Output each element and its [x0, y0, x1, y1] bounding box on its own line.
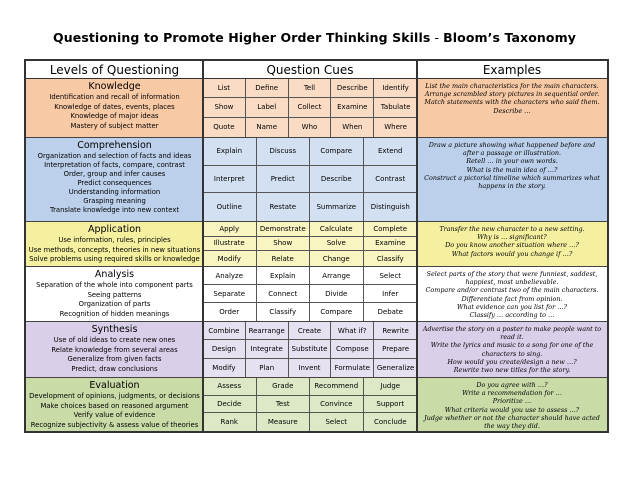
- level-detail-line: Solve problems using required skills or knowledge: [29, 255, 200, 264]
- question-cue: Classify: [257, 303, 311, 321]
- question-cue: Analyze: [203, 267, 257, 285]
- example-line: Why is … significant?: [477, 233, 547, 242]
- question-cue: List: [203, 79, 246, 98]
- question-cue: Tell: [289, 79, 332, 98]
- level-description: [26, 222, 203, 266]
- level-detail-line: Seeing patterns: [87, 290, 142, 299]
- level-detail-line: Mastery of subject matter: [70, 121, 159, 130]
- question-cue: Tabulate: [374, 98, 417, 117]
- examples-cell: [417, 267, 607, 321]
- question-cue: Apply: [203, 222, 257, 237]
- question-cue: Generalize: [376, 363, 415, 372]
- example-line: Classify … according to …: [469, 311, 555, 320]
- level-row-synthesis: [26, 321, 607, 377]
- level-name: Comprehension: [77, 140, 152, 151]
- example-line: Arrange scrambled story pictures in sequential order.: [424, 90, 600, 99]
- question-cue: Assess: [203, 378, 257, 396]
- header-cues: Question Cues: [203, 61, 417, 79]
- level-detail-line: Identification and recall of information: [49, 93, 180, 101]
- example-line: What evidence can you list for …?: [456, 302, 568, 311]
- level-description: [26, 322, 203, 377]
- level-detail-line: Order, group and infer causes: [63, 170, 166, 178]
- question-cue: Interpret: [203, 166, 257, 194]
- question-cue: Collect: [289, 98, 332, 117]
- question-cue: Grade: [257, 378, 311, 396]
- example-line: Write the lyrics and music to a song for one of the characters to sing.: [430, 341, 594, 358]
- question-cue-grid: [203, 322, 417, 377]
- question-cue: Judge: [364, 378, 418, 396]
- title-separator: -: [430, 30, 444, 45]
- question-cue: Complete: [364, 222, 418, 237]
- level-name: Evaluation: [89, 380, 140, 391]
- level-detail-line: Knowledge of major ideas: [70, 112, 159, 121]
- level-detail-line: Organization of parts: [78, 300, 151, 309]
- level-detail-line: Translate knowledge into new context: [49, 206, 180, 214]
- question-cue: Formulate: [331, 359, 374, 377]
- question-cue: Prepare: [374, 340, 417, 358]
- question-cue-grid: [203, 79, 417, 137]
- example-line: Prioritize …: [492, 397, 532, 406]
- level-detail-line: Knowledge of dates, events, places: [54, 102, 175, 111]
- question-cue: Name: [246, 118, 289, 137]
- question-cue: Select: [310, 413, 364, 431]
- question-cue: Order: [203, 303, 257, 321]
- question-cue: Support: [364, 396, 418, 414]
- question-cue: Who: [289, 118, 332, 137]
- question-cue: Summarize: [310, 193, 364, 221]
- question-cue: Design: [203, 340, 246, 358]
- example-line: Transfer the new character to a new setting.: [439, 225, 585, 233]
- level-detail-line: Separation of the whole into component parts: [36, 281, 193, 289]
- question-cue: Solve: [310, 237, 364, 252]
- question-cue-grid: [203, 138, 417, 221]
- question-cue: Where: [384, 123, 407, 132]
- level-name: Synthesis: [91, 324, 138, 335]
- level-detail-line: Organization and selection of facts and ideas: [37, 152, 192, 160]
- question-cue: Rank: [203, 413, 257, 431]
- question-cue: Describe: [310, 166, 364, 194]
- question-cue: Arrange: [310, 267, 364, 285]
- level-detail-line: Interpretation of facts, compare, contrast: [44, 161, 185, 169]
- question-cue: Show: [203, 98, 246, 117]
- question-cue: Contrast: [364, 166, 418, 194]
- example-line: What criteria would you use to assess …?: [444, 405, 580, 414]
- question-cue-grid: [203, 267, 417, 321]
- question-cue: Calculate: [310, 222, 364, 237]
- example-line: Do you know another situation where …?: [445, 241, 579, 250]
- question-cue: Explain: [257, 267, 311, 285]
- level-row-application: [26, 221, 607, 266]
- question-cue: Conclude: [373, 418, 407, 427]
- level-row-evaluation: [26, 377, 607, 431]
- question-cue: Connect: [257, 285, 311, 303]
- example-line: Write a recommendation for …: [461, 389, 563, 398]
- question-cue: Modify: [203, 251, 257, 266]
- level-row-comprehension: [26, 137, 607, 221]
- example-line: Advertise the story on a poster to make people want to read it.: [422, 325, 602, 342]
- question-cue: Show: [257, 237, 311, 252]
- level-detail-line: Recognize subjectivity & assess value of theories: [30, 420, 199, 429]
- example-line: What is the main idea of …?: [466, 165, 558, 174]
- example-line: Rewrite two new titles for the story.: [453, 366, 571, 375]
- example-line: Do you agree with …?: [476, 381, 548, 389]
- header-examples: Examples: [417, 61, 607, 79]
- divider-levels-cues: [202, 61, 204, 431]
- question-cue: Plan: [246, 359, 289, 377]
- question-cue: Rearrange: [246, 322, 289, 340]
- examples-cell: [417, 378, 607, 431]
- example-line: Differentiate fact from opinion.: [461, 294, 563, 303]
- level-description: [26, 267, 203, 321]
- example-line: Match statements with the characters who said them.: [424, 98, 600, 107]
- question-cue: Compare: [310, 138, 364, 166]
- question-cue: Relate: [257, 251, 311, 266]
- level-row-knowledge: [26, 79, 607, 137]
- examples-cell: [417, 222, 607, 266]
- question-cue-grid: [203, 222, 417, 266]
- examples-cell: [417, 322, 607, 377]
- title-main: Questioning to Promote Higher Order Thinking Skills: [53, 30, 431, 45]
- level-name: Application: [87, 224, 142, 235]
- question-cue: Identify: [374, 79, 417, 98]
- level-description: [26, 378, 203, 431]
- level-name: Analysis: [94, 269, 135, 280]
- example-line: Judge whether or not the character should have acted the way they did.: [424, 413, 600, 431]
- example-line: List the main characteristics for the main characters.: [425, 82, 599, 90]
- question-cue: Integrate: [246, 340, 289, 358]
- question-cue: Compare: [310, 303, 364, 321]
- bloom-table: [24, 59, 609, 433]
- title-subtitle: Bloom’s Taxonomy: [443, 30, 576, 45]
- question-cue: Describe: [331, 79, 374, 98]
- question-cue: Recommend: [310, 378, 364, 396]
- question-cue: Demonstrate: [257, 222, 311, 237]
- level-detail-line: Grasping meaning: [83, 197, 146, 205]
- question-cue: Examine: [364, 237, 418, 252]
- example-line: Compare and/or contrast two of the main characters.: [425, 286, 599, 295]
- divider-cues-examples: [416, 61, 418, 431]
- example-line: Draw a picture showing what happened before and after a passage or illustration.: [428, 141, 596, 158]
- level-detail-line: Use of old ideas to create new ones: [53, 336, 176, 344]
- question-cue: Invent: [289, 359, 332, 377]
- question-cue: Define: [246, 79, 289, 98]
- question-cue: Debate: [377, 308, 403, 316]
- question-cue: Extend: [364, 138, 418, 166]
- question-cue: When: [331, 118, 374, 137]
- page-title: [0, 30, 629, 45]
- header-levels: Levels of Questioning: [26, 61, 203, 79]
- question-cue: Quote: [203, 118, 246, 137]
- level-detail-line: Use information, rules, principles: [58, 236, 171, 244]
- question-cue: Restate: [257, 193, 311, 221]
- level-detail-line: Verify value of evidence: [73, 411, 156, 420]
- level-detail-line: Predict, draw conclusions: [71, 364, 158, 373]
- question-cue: Change: [310, 251, 364, 266]
- level-detail-line: Recognition of hidden meanings: [59, 309, 170, 318]
- level-detail-line: Development of opinions, judgments, or decisions: [29, 392, 200, 400]
- level-detail-line: Understanding information: [68, 188, 161, 196]
- question-cue: Infer: [364, 285, 418, 303]
- level-description: [26, 138, 203, 221]
- examples-cell: [417, 79, 607, 137]
- level-description: [26, 79, 203, 137]
- question-cue: Modify: [203, 359, 246, 377]
- level-detail-line: Make choices based on reasoned argument: [40, 401, 189, 410]
- level-name: Knowledge: [88, 81, 141, 92]
- level-detail-line: Relate knowledge from several areas: [51, 345, 178, 354]
- question-cue: Rewrite: [374, 322, 417, 340]
- question-cue: Illustrate: [203, 237, 257, 252]
- question-cue: Discuss: [257, 138, 311, 166]
- question-cue: Compose: [331, 340, 374, 358]
- question-cue: Decide: [203, 396, 257, 414]
- example-line: Construct a pictorial timeline which summarizes what happens in the story.: [424, 173, 600, 191]
- question-cue: Measure: [257, 413, 311, 431]
- question-cue-grid: [203, 378, 417, 431]
- level-detail-line: Predict consequences: [77, 179, 152, 187]
- question-cue: Convince: [310, 396, 364, 414]
- example-line: What factors would you change if …?: [451, 249, 573, 258]
- question-cue: Predict: [257, 166, 311, 194]
- example-line: How would you create/design a new …?: [447, 357, 577, 366]
- examples-cell: [417, 138, 607, 221]
- question-cue: Distinguish: [370, 203, 410, 212]
- level-row-analysis: [26, 266, 607, 321]
- level-detail-line: Generalize from given facts: [67, 355, 162, 364]
- question-cue: Outline: [203, 193, 257, 221]
- question-cue: Examine: [331, 98, 374, 117]
- question-cue: Select: [364, 267, 418, 285]
- example-line: Retell … in your own words.: [466, 157, 558, 166]
- question-cue: Classify: [376, 254, 404, 263]
- question-cue: Separate: [203, 285, 257, 303]
- question-cue: Label: [246, 98, 289, 117]
- question-cue: What if?: [331, 322, 374, 340]
- question-cue: Combine: [203, 322, 246, 340]
- example-line: Describe …: [493, 106, 531, 115]
- question-cue: Create: [289, 322, 332, 340]
- question-cue: Explain: [203, 138, 257, 166]
- question-cue: Substitute: [289, 340, 332, 358]
- level-detail-line: Use methods, concepts, theories in new situations: [28, 245, 201, 254]
- question-cue: Divide: [310, 285, 364, 303]
- question-cue: Test: [257, 396, 311, 414]
- example-line: Select parts of the story that were funniest, saddest, happiest, most unbelievable.: [426, 270, 598, 287]
